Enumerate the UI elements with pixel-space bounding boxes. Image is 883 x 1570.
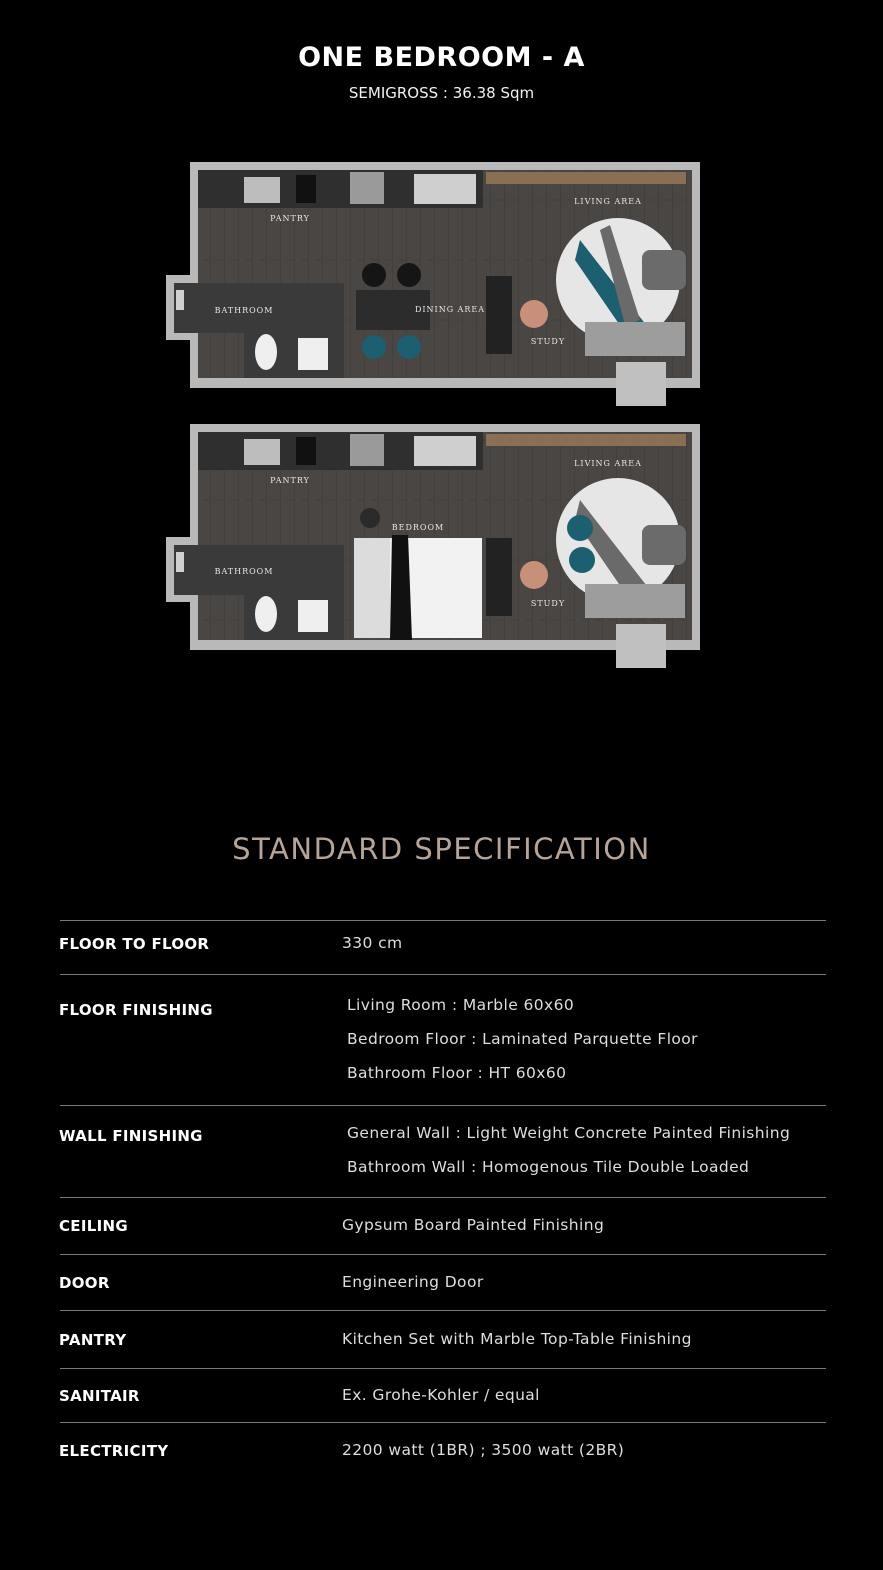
spec-value: Bathroom Wall : Homogenous Tile Double Loaded — [347, 1158, 750, 1176]
spec-value: General Wall : Light Weight Concrete Painted Finishing — [347, 1124, 791, 1142]
table-divider — [60, 1368, 826, 1369]
spec-label-sanitair: SANITAIR — [59, 1387, 140, 1405]
spec-value: Bathroom Floor : HT 60x60 — [347, 1064, 567, 1082]
spec-value: Ex. Grohe-Kohler / equal — [342, 1386, 540, 1404]
room-label: DINING AREA — [414, 305, 486, 314]
spec-value: 2200 watt (1BR) ; 3500 watt (2BR) — [342, 1441, 625, 1459]
spec-value: Bedroom Floor : Laminated Parquette Floor — [347, 1030, 698, 1048]
table-divider — [60, 1254, 826, 1255]
room-label: STUDY — [530, 599, 566, 608]
room-label: BEDROOM — [391, 523, 445, 532]
spec-label-floor-to-floor: FLOOR TO FLOOR — [59, 935, 210, 953]
room-label: LIVING AREA — [574, 197, 642, 206]
table-divider — [60, 1310, 826, 1311]
spec-label-pantry: PANTRY — [59, 1331, 127, 1349]
spec-value: Gypsum Board Painted Finishing — [342, 1216, 605, 1234]
page-title: ONE BEDROOM - A — [298, 42, 585, 73]
spec-value: 330 cm — [342, 934, 403, 952]
spec-label-electricity: ELECTRICITY — [59, 1442, 169, 1460]
table-divider — [60, 974, 826, 975]
floor-plan-bedroom-layout — [0, 0, 883, 690]
table-divider — [60, 1422, 826, 1423]
room-label: STUDY — [530, 337, 566, 346]
spec-value: Kitchen Set with Marble Top-Table Finishing — [342, 1330, 692, 1348]
table-divider — [60, 1105, 826, 1106]
spec-label-door: DOOR — [59, 1274, 110, 1292]
spec-value: Engineering Door — [342, 1273, 484, 1291]
room-label: BATHROOM — [214, 306, 274, 315]
specification-title: STANDARD SPECIFICATION — [232, 832, 651, 866]
spec-label-wall-finishing: WALL FINISHING — [59, 1127, 203, 1145]
spec-label-floor-finishing: FLOOR FINISHING — [59, 1001, 213, 1019]
pantry-counter — [198, 432, 483, 470]
table-divider — [60, 1197, 826, 1198]
room-label: PANTRY — [270, 214, 310, 223]
room-label: BATHROOM — [214, 567, 274, 576]
spec-value: Living Room : Marble 60x60 — [347, 996, 575, 1014]
unit-area: SEMIGROSS : 36.38 Sqm — [348, 84, 535, 102]
room-label: PANTRY — [270, 476, 310, 485]
table-divider — [60, 920, 826, 921]
room-label: LIVING AREA — [574, 459, 642, 468]
spec-label-ceiling: CEILING — [59, 1217, 128, 1235]
